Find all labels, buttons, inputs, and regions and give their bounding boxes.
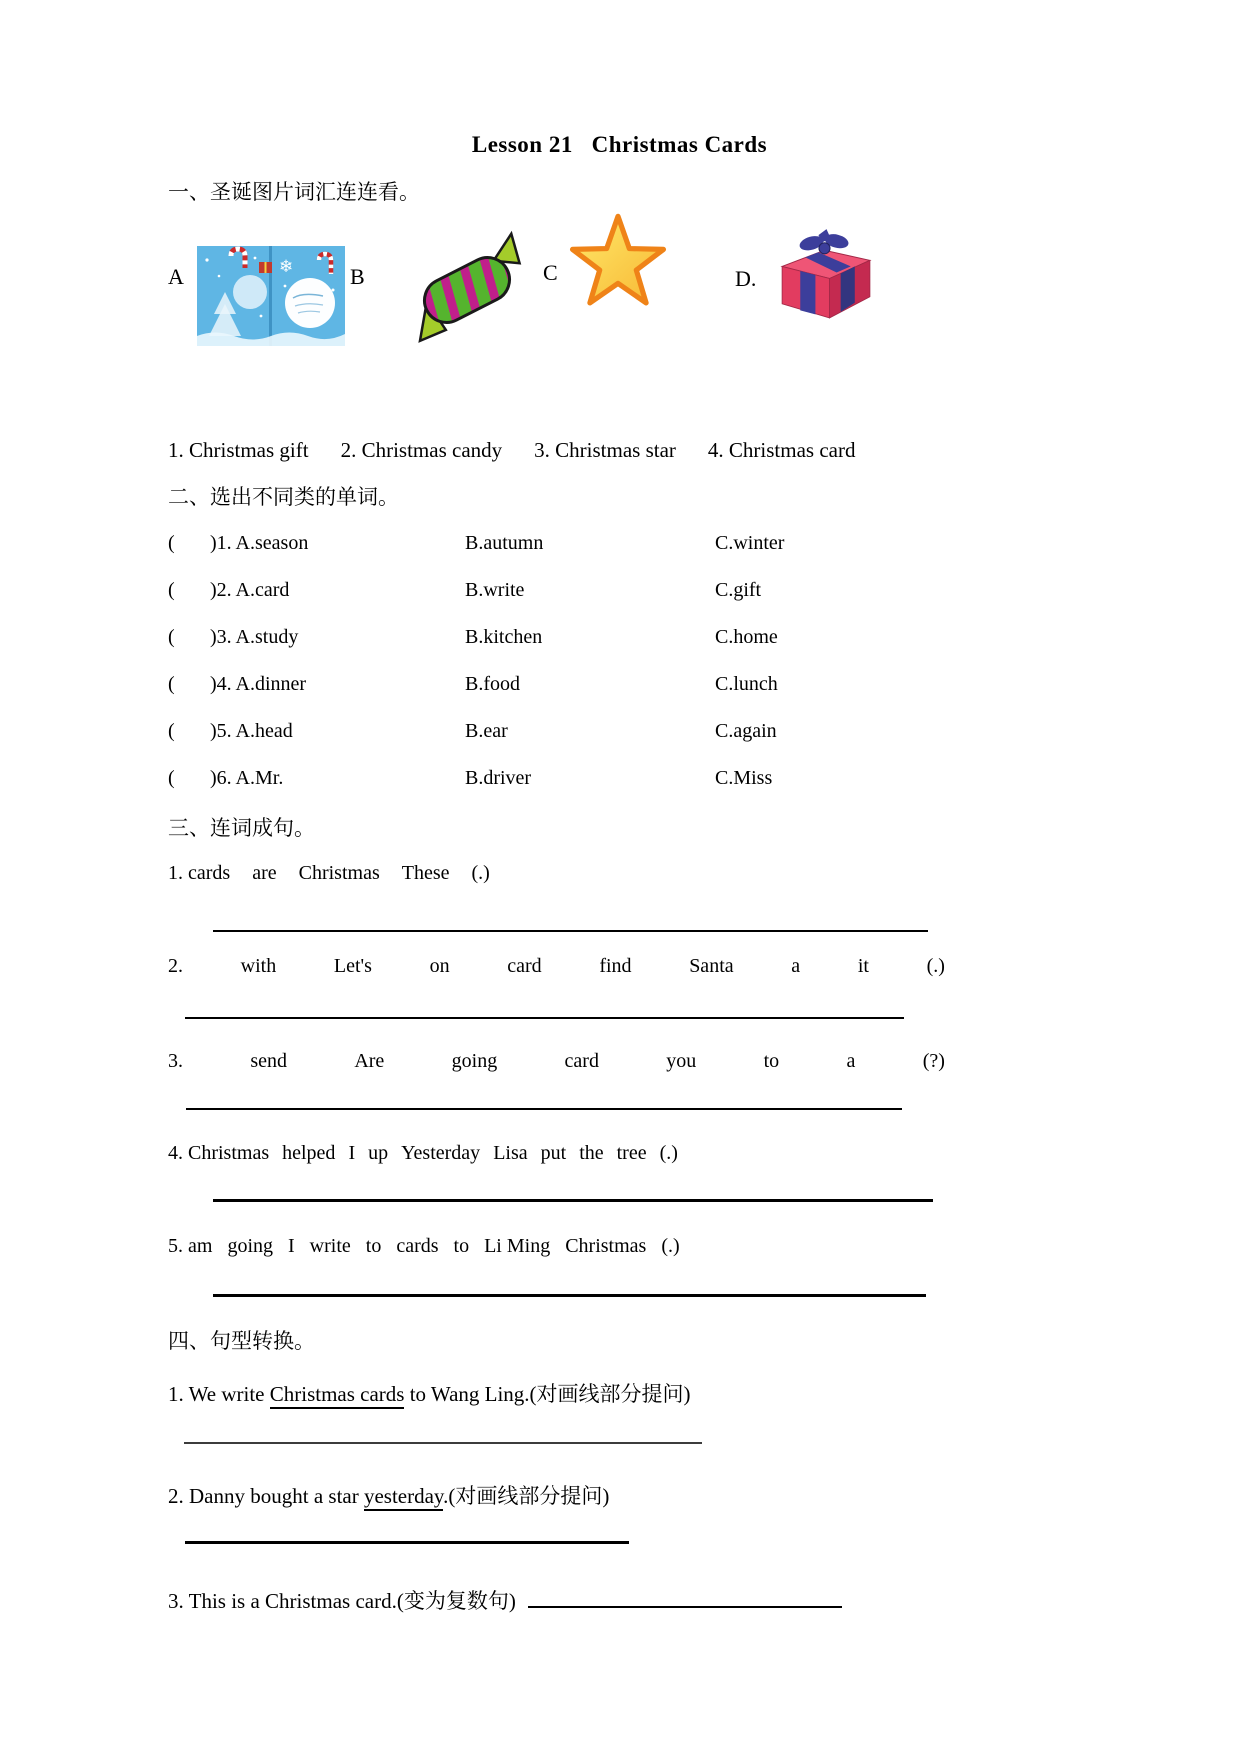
option-c: C.Miss (715, 767, 773, 789)
paren-open: ( (168, 720, 175, 742)
word-token: to (365, 1235, 382, 1257)
word-token: I (288, 1235, 295, 1257)
christmas-card-image (197, 246, 345, 346)
word-token: Lisa (493, 1142, 528, 1164)
odd-one-out-row (168, 532, 784, 555)
word-token: to (453, 1235, 470, 1257)
answer-blank-line (185, 1017, 904, 1019)
word-token: These (401, 862, 450, 884)
sentence-pre: 1. We write (168, 1382, 270, 1406)
word-token: cards (396, 1235, 439, 1257)
word-token: (.) (471, 862, 490, 884)
word-token: card (564, 1050, 599, 1072)
paren-open: ( (168, 626, 175, 648)
section3-heading: 三、连词成句。 (168, 816, 315, 840)
answer-blank-line (213, 1199, 933, 1202)
transform-sentence-1 (168, 1378, 691, 1408)
word-token: put (540, 1142, 567, 1164)
word-token: you (666, 1050, 697, 1072)
word-item: 2. Christmas candy (340, 438, 503, 462)
word-token: Christmas (298, 862, 380, 884)
word-item: 3. Christmas star (534, 438, 676, 462)
word-token: Santa (689, 955, 734, 977)
option-c: C.again (715, 720, 777, 742)
word-token: write (309, 1235, 351, 1257)
word-token: find (599, 955, 632, 977)
option-b: B.write (465, 579, 525, 601)
scramble-sentence-3 (168, 1050, 945, 1073)
word-token: send (250, 1050, 287, 1072)
option-c: C.winter (715, 532, 785, 554)
option-a: )3. A.study (210, 626, 299, 648)
word-token: with (240, 955, 277, 977)
word-list (168, 438, 855, 463)
word-token: (.) (926, 955, 945, 977)
option-a: )6. A.Mr. (210, 767, 284, 789)
odd-one-out-row (168, 720, 777, 743)
scramble-sentence-2 (168, 955, 945, 978)
option-c: C.gift (715, 579, 762, 601)
word-token: (.) (659, 1142, 678, 1164)
word-token: are (252, 862, 277, 884)
word-token: helped (282, 1142, 336, 1164)
answer-blank-line (186, 1108, 902, 1110)
odd-one-out-row (168, 579, 761, 602)
paren-open: ( (168, 673, 175, 695)
answer-blank-line (528, 1602, 842, 1608)
option-a: )4. A.dinner (210, 673, 307, 695)
word-token: a (846, 1050, 856, 1072)
option-c: C.lunch (715, 673, 778, 695)
sentence-post: .(对画线部分提问) (443, 1484, 610, 1508)
word-token: on (429, 955, 450, 977)
word-item: 4. Christmas card (707, 438, 856, 462)
word-token: tree (616, 1142, 647, 1164)
word-token: going (227, 1235, 273, 1257)
option-a: )2. A.card (210, 579, 290, 601)
sentence-pre: 3. This is a Christmas card.(变为复数句) (168, 1589, 516, 1613)
word-token: a (791, 955, 801, 977)
picture-label-b: B (350, 264, 365, 289)
scramble-sentence-4 (168, 1142, 678, 1165)
scramble-sentence-5 (168, 1235, 680, 1258)
word-item: 1. Christmas gift (168, 438, 309, 462)
word-token: 4. Christmas (168, 1142, 270, 1164)
odd-one-out-row (168, 673, 778, 696)
odd-one-out-row (168, 626, 778, 649)
paren-open: ( (168, 579, 175, 601)
word-token: Li Ming (484, 1235, 551, 1257)
word-token: Yesterday (401, 1142, 481, 1164)
word-token: 1. cards (168, 862, 231, 884)
word-token: the (579, 1142, 604, 1164)
word-token: to (763, 1050, 780, 1072)
word-token: up (368, 1142, 389, 1164)
answer-blank-line (213, 1294, 926, 1297)
picture-label-a: A (168, 264, 184, 289)
picture-label-c: C (543, 260, 558, 285)
option-b: B.kitchen (465, 626, 543, 648)
word-token: 5. am (168, 1235, 213, 1257)
transform-sentence-3 (168, 1585, 842, 1615)
answer-blank-line (184, 1442, 702, 1444)
section1-heading: 一、圣诞图片词汇连连看。 (168, 180, 420, 204)
odd-one-out-row (168, 767, 772, 790)
option-c: C.home (715, 626, 778, 648)
word-token: I (348, 1142, 356, 1164)
underlined-phrase: yesterday (364, 1484, 443, 1511)
word-token: card (507, 955, 542, 977)
word-token: 3. (168, 1050, 183, 1072)
word-token: 2. (168, 955, 183, 977)
word-token: Christmas (565, 1235, 647, 1257)
page-title: Lesson 21 Christmas Cards (471, 132, 768, 157)
svg-text:❄: ❄ (279, 257, 294, 277)
answer-blank-line (185, 1541, 629, 1544)
answer-blank-line (213, 930, 928, 932)
section2-heading: 二、选出不同类的单词。 (168, 485, 399, 509)
scramble-sentence-1 (168, 862, 490, 885)
paren-open: ( (168, 532, 175, 554)
word-token: Let's (333, 955, 372, 977)
option-b: B.autumn (465, 532, 544, 554)
section4-heading: 四、句型转换。 (168, 1329, 315, 1353)
option-b: B.ear (465, 720, 508, 742)
christmas-candy-image (398, 220, 536, 360)
option-a: )1. A.season (210, 532, 309, 554)
word-token: going (451, 1050, 498, 1072)
picture-label-d: D. (735, 266, 757, 291)
sentence-post: to Wang Ling.(对画线部分提问) (404, 1382, 691, 1406)
word-token: (.) (661, 1235, 680, 1257)
word-token: (?) (922, 1050, 945, 1072)
option-a: )5. A.head (210, 720, 293, 742)
transform-sentence-2 (168, 1480, 609, 1510)
christmas-star-image (566, 208, 670, 312)
word-token: it (857, 955, 869, 977)
sentence-pre: 2. Danny bought a star (168, 1484, 364, 1508)
option-b: B.driver (465, 767, 532, 789)
underlined-phrase: Christmas cards (270, 1382, 405, 1409)
paren-open: ( (168, 767, 175, 789)
option-b: B.food (465, 673, 520, 695)
christmas-gift-image (772, 226, 878, 322)
word-token: Are (354, 1050, 385, 1072)
